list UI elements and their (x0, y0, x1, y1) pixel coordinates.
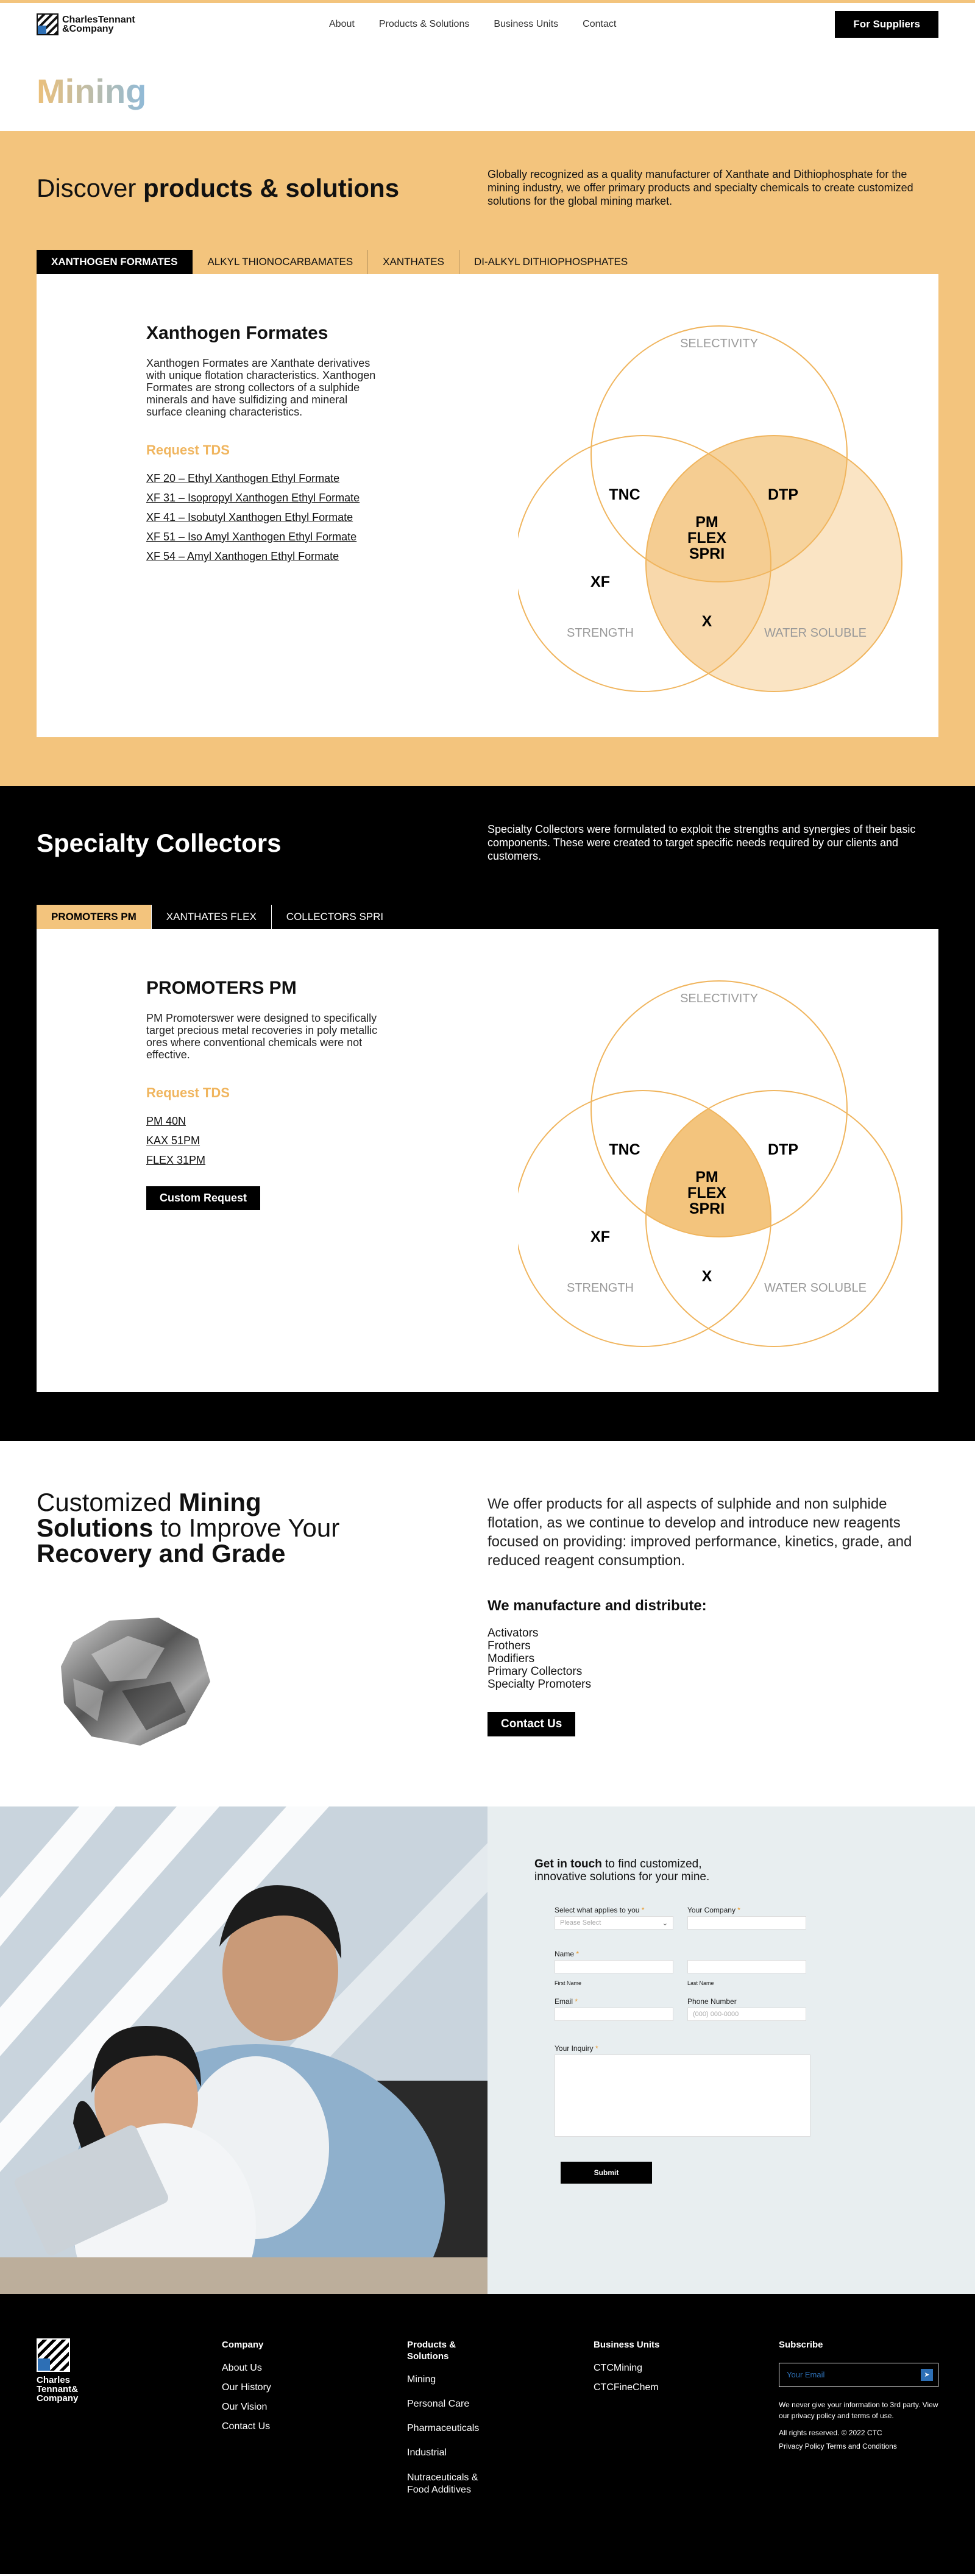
logo-mark-icon (37, 2338, 70, 2372)
copyright: All rights reserved. © 2022 CTC (779, 2429, 882, 2437)
footer-products: Products & Solutions Mining Personal Care Pharmaceuticals Industrial Nutraceuticals & Food Additives (407, 2339, 492, 2505)
nav-business-units[interactable]: Business Units (494, 19, 559, 29)
specialty-heading: Specialty Collectors (37, 829, 282, 857)
send-icon[interactable]: ➤ (921, 2369, 933, 2381)
venn-label-x: X (701, 613, 712, 630)
products-heading: Discover products & solutions (37, 174, 400, 202)
footer-company: Company About Us Our History Our Vision Contact Us (222, 2340, 271, 2432)
first-name-input[interactable] (555, 1960, 673, 1973)
custom-intro: We offer products for all aspects of sulphide and non sulphide flotation, as we continue to develop and introduce new reagents focused on providing: improved performance, kinetics, grade, and reduced reagent consumption. (488, 1496, 912, 1569)
tds-link[interactable]: XF 31 – Isopropyl Xanthogen Ethyl Formate (146, 492, 360, 504)
manufacture-heading: We manufacture and distribute: (488, 1598, 707, 1614)
subscribe-note: We never give your information to 3rd party. View our privacy policy and terms of use. (779, 2401, 938, 2420)
phone-label: Phone Number (687, 1997, 737, 2006)
specialty-intro: Specialty Collectors were formulated to exploit the strengths and synergies of their basic components. These were created to target specific needs required by our clients and customers. (488, 823, 916, 862)
venn-label-tnc: TNC (609, 486, 640, 503)
chevron-down-icon: ⌄ (662, 1920, 668, 1927)
footer-link[interactable]: About Us (222, 2363, 262, 2373)
footer-link[interactable]: CTCMining (594, 2363, 643, 2373)
venn-diagram (518, 323, 908, 695)
venn-label-xf: XF (590, 573, 610, 590)
specialty-section (0, 786, 975, 1441)
specialty-description: PM Promoterswer were designed to specifically target precious metal recoveries in poly metallic ores where conventional chemicals were not effective. (146, 1012, 378, 1061)
tds-link[interactable]: FLEX 31PM (146, 1154, 206, 1166)
tds-link[interactable]: PM 40N (146, 1115, 186, 1127)
venn-label-strength: STRENGTH (567, 626, 634, 640)
email-field[interactable] (555, 2008, 673, 2021)
venn-label-selectivity: SELECTIVITY (680, 337, 758, 350)
nav-products[interactable]: Products & Solutions (378, 19, 470, 29)
site-footer (0, 2294, 975, 2574)
brand-name-line1: CharlesTennant (62, 15, 135, 25)
applies-label: Select what applies to you * (555, 1906, 645, 1914)
venn-label-dtp: DTP (768, 1141, 798, 1158)
footer-link[interactable]: Nutraceuticals & Food Additives (407, 2472, 478, 2495)
product-title: Xanthogen Formates (146, 323, 328, 343)
family-photo (0, 1806, 488, 2294)
product-description: Xanthogen Formates are Xanthate derivatives with unique flotation characteristics. Xanthogen Formates are strong collectors of a sulphide minerals and have sulfidizing and mineral surface cleaning characteristics. (146, 357, 376, 418)
main-nav (329, 19, 616, 30)
tab-xanthates-flex[interactable]: XANTHATES FLEX (152, 905, 272, 929)
footer-link[interactable]: Our Vision (222, 2402, 268, 2412)
footer-business-units: Business Units CTCMining CTCFineChem (594, 2340, 660, 2393)
custom-request-button[interactable]: Custom Request (146, 1186, 260, 1210)
company-input[interactable] (687, 1916, 806, 1930)
specialty-title: PROMOTERS PM (146, 978, 297, 998)
footer-logo[interactable]: Charles Tennant& Company (37, 2338, 78, 2403)
tab-collectors-spri[interactable]: COLLECTORS SPRI (286, 911, 384, 922)
tds-link[interactable]: XF 41 – Isobutyl Xanthogen Ethyl Formate (146, 511, 353, 523)
footer-link[interactable]: Personal Care (407, 2399, 470, 2409)
custom-solutions-section (0, 1441, 975, 1806)
footer-link[interactable]: Contact Us (222, 2421, 271, 2432)
venn-label-pm: PM (695, 514, 718, 531)
page-title: Mining (37, 72, 147, 110)
venn-label-pm: PM (695, 1169, 718, 1186)
brand-name-line2: &Company (62, 24, 114, 34)
first-name-hint: First Name (555, 1980, 582, 1986)
applies-select[interactable]: Please Select ⌄ (555, 1916, 673, 1930)
inquiry-label: Your Inquiry * (555, 2044, 598, 2053)
contact-form (488, 1806, 975, 2294)
products-intro: Globally recognized as a quality manufacturer of Xanthate and Dithiophosphate for the mining industry, we offer primary products and specialty chemicals to create customized solutions for the global mining market. (488, 168, 913, 207)
products-section (0, 131, 975, 786)
product-card (37, 274, 938, 737)
venn-label-dtp: DTP (768, 486, 798, 503)
venn-label-flex: FLEX (687, 529, 726, 547)
products-tabs (37, 250, 938, 274)
list-item: Specialty Promoters (488, 1678, 592, 1691)
page-hero (0, 46, 975, 131)
tab-promoters-pm[interactable]: PROMOTERS PM (37, 905, 152, 929)
last-name-hint: Last Name (687, 1980, 714, 1986)
tds-link[interactable]: XF 54 – Amyl Xanthogen Ethyl Formate (146, 550, 339, 562)
contact-us-button[interactable]: Contact Us (488, 1712, 575, 1736)
footer-link[interactable]: Industrial (407, 2447, 447, 2458)
venn-label-selectivity: SELECTIVITY (680, 992, 758, 1005)
legal-links[interactable]: Privacy Policy Terms and Conditions (779, 2442, 897, 2450)
venn-label-x: X (701, 1268, 712, 1285)
footer-link[interactable]: Our History (222, 2382, 271, 2393)
request-tds-label[interactable]: Request TDS (146, 1085, 230, 1100)
venn-label-spri: SPRI (689, 1200, 725, 1217)
nav-contact[interactable]: Contact (583, 19, 617, 29)
tab-dialkyl-dithiophosphates[interactable]: DI-ALKYL DITHIOPHOSPHATES (473, 256, 628, 267)
inquiry-textarea[interactable] (555, 2054, 810, 2137)
site-header (0, 3, 975, 46)
tab-alkyl-thionocarbamates[interactable]: ALKYL THIONOCARBAMATES (193, 250, 368, 274)
venn-label-flex: FLEX (687, 1184, 726, 1201)
logo-mark-icon (37, 13, 58, 35)
list-item: Modifiers (488, 1652, 535, 1665)
venn-label-water: WATER SOLUBLE (764, 1281, 867, 1295)
tds-link[interactable]: KAX 51PM (146, 1134, 200, 1147)
venn-label-tnc: TNC (609, 1141, 640, 1158)
specialty-card (37, 929, 938, 1392)
company-label: Your Company * (687, 1906, 740, 1914)
venn-label-xf: XF (590, 1228, 610, 1245)
tds-link[interactable]: XF 51 – Iso Amyl Xanthogen Ethyl Formate (146, 531, 357, 543)
submit-button[interactable]: Submit (561, 2162, 652, 2184)
venn-label-strength: STRENGTH (567, 1281, 634, 1295)
specialty-tabs (37, 905, 938, 929)
form-heading: Get in touch to find customized, innovative solutions for your mine. (534, 1858, 710, 1883)
for-suppliers-button[interactable]: For Suppliers (835, 11, 938, 38)
custom-solutions-heading: Customized Mining Solutions to Improve Your Recovery and Grade (37, 1488, 340, 1568)
footer-link[interactable]: CTCFineChem (594, 2382, 659, 2393)
email-label: Email * (555, 1997, 578, 2006)
name-label: Name * (555, 1950, 580, 1958)
contact-section (0, 1806, 975, 2294)
venn-label-water: WATER SOLUBLE (764, 626, 867, 640)
subscribe-email-input[interactable]: Your Email ➤ (779, 2363, 938, 2387)
tds-link[interactable]: XF 20 – Ethyl Xanthogen Ethyl Formate (146, 472, 340, 484)
footer-link[interactable]: Mining (407, 2374, 436, 2385)
footer-subscribe: Subscribe Your Email ➤ We never give your information to 3rd party. View our privacy policy and terms of use. All rights reserved. © 2022 CTC Privacy Policy Terms and Conditions (779, 2340, 938, 2450)
nav-about[interactable]: About (329, 19, 355, 29)
list-item: Activators (488, 1627, 539, 1640)
list-item: Frothers (488, 1640, 531, 1652)
phone-field[interactable]: (000) 000-0000 (687, 2008, 806, 2021)
footer-link[interactable]: Pharmaceuticals (407, 2423, 480, 2433)
venn-label-spri: SPRI (689, 545, 725, 562)
venn-diagram (518, 978, 908, 1350)
list-item: Primary Collectors (488, 1665, 583, 1678)
tab-xanthates[interactable]: XANTHATES (368, 250, 459, 274)
tab-xanthogen-formates[interactable]: XANTHOGEN FORMATES (37, 250, 193, 274)
brand-logo[interactable] (37, 13, 135, 35)
mineral-ore-image (55, 1605, 213, 1752)
last-name-input[interactable] (687, 1960, 806, 1973)
request-tds-label[interactable]: Request TDS (146, 442, 230, 458)
venn-center-fill (646, 1091, 902, 1346)
